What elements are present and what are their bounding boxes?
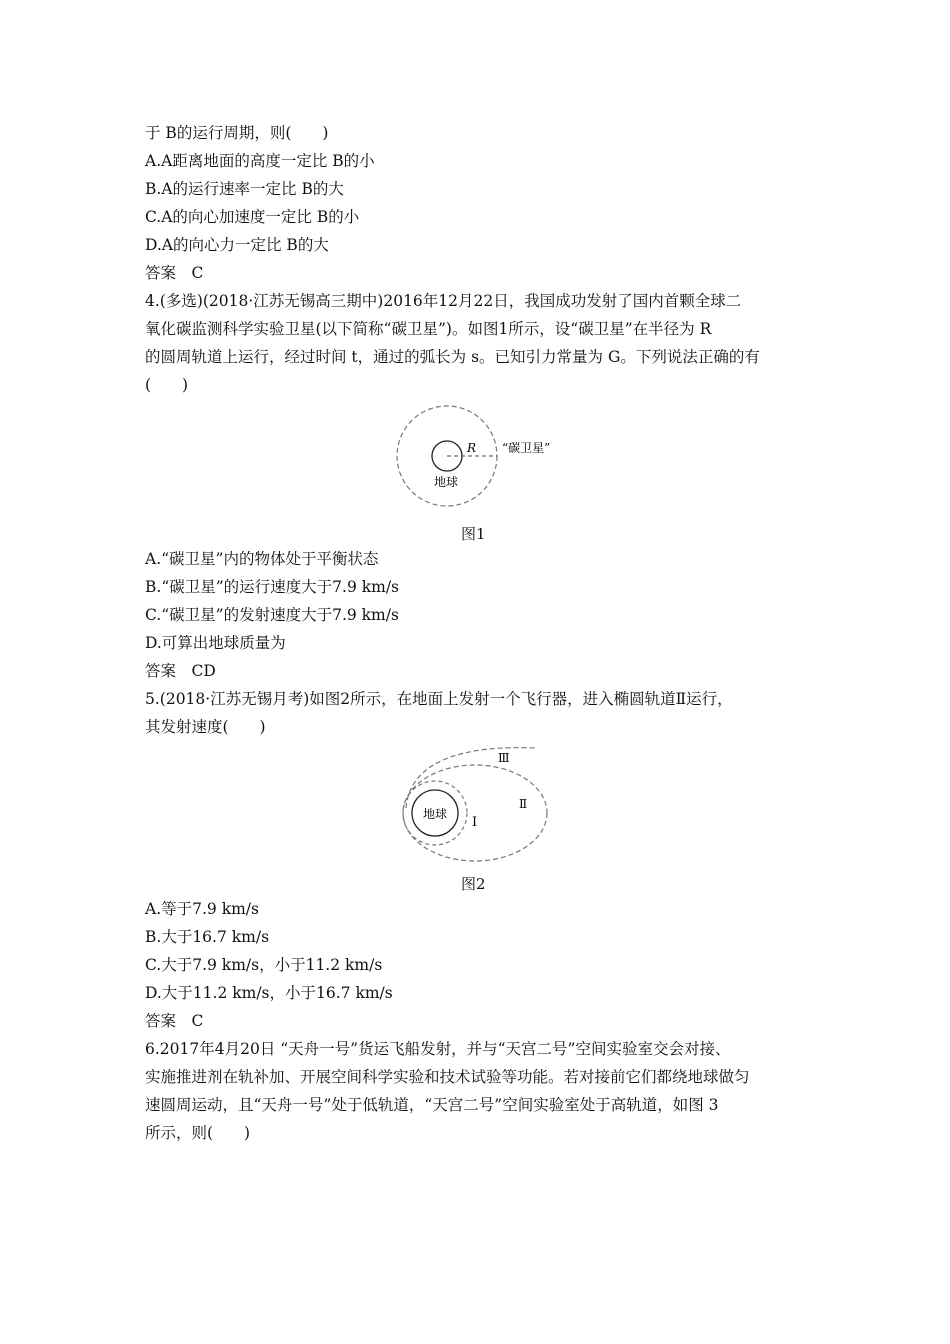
q5-option-b: B.大于16.7 km/s xyxy=(145,928,270,946)
q4-option-d: D.可算出地球质量为 xyxy=(145,634,286,652)
earth-label: 地球 xyxy=(434,475,459,489)
q6-stem-line-3: 速圆周运动，且“天舟一号”处于低轨道，“天宫二号”空间实验室处于高轨道，如图 3 xyxy=(145,1096,719,1114)
q4-option-a: A.“碳卫星”内的物体处于平衡状态 xyxy=(145,550,379,568)
q5-answer: 答案 C xyxy=(145,1012,204,1030)
q3-option-a: A.A距离地面的高度一定比 B的小 xyxy=(145,152,375,170)
q4-option-b: B.“碳卫星”的运行速度大于7.9 km/s xyxy=(145,578,400,596)
orbit-2-label: Ⅱ xyxy=(519,797,528,811)
figure-2-elliptical-orbits xyxy=(395,740,555,870)
q5-stem-line-2: 其发射速度( ) xyxy=(145,718,266,736)
q4-stem-line-2: 氧化碳监测科学实验卫星(以下简称“碳卫星”)。如图1所示，设“碳卫星”在半径为 R xyxy=(145,320,712,338)
q4-answer: 答案 CD xyxy=(145,662,216,680)
q5-option-c: C.大于7.9 km/s，小于11.2 km/s xyxy=(145,956,383,974)
figure-1-carbon-satellite-orbit xyxy=(390,400,580,515)
q3-option-c: C.A的向心加速度一定比 B的小 xyxy=(145,208,360,226)
q3-option-d: D.A的向心力一定比 B的大 xyxy=(145,236,329,254)
orbit-1-label: Ⅰ xyxy=(472,815,478,830)
q3-option-b: B.A的运行速率一定比 B的大 xyxy=(145,180,344,198)
q3-answer: 答案 C xyxy=(145,264,204,282)
q4-option-c: C.“碳卫星”的发射速度大于7.9 km/s xyxy=(145,606,399,624)
q3-stem-tail: 于 B的运行周期，则( ) xyxy=(145,124,329,142)
q5-option-d: D.大于11.2 km/s，小于16.7 km/s xyxy=(145,984,393,1002)
satellite-label: “碳卫星” xyxy=(502,441,551,455)
q6-stem-line-4: 所示，则( ) xyxy=(145,1124,251,1142)
q4-stem-line-4: ( ) xyxy=(145,376,189,394)
radius-label: R xyxy=(467,441,477,455)
figure-2-caption: 图2 xyxy=(461,875,486,893)
q4-stem-line-1: 4.(多选)(2018·江苏无锡高三期中)2016年12月22日，我国成功发射了国内首颗全球二 xyxy=(145,292,742,310)
q6-stem-line-1: 6.2017年4月20日 “天舟一号”货运飞船发射，并与“天宫二号”空间实验室交会对接、 xyxy=(145,1040,731,1058)
q6-stem-line-2: 实施推进剂在轨补加、开展空间科学实验和技术试验等功能。若对接前它们都绕地球做匀 xyxy=(145,1068,750,1086)
earth-label: 地球 xyxy=(423,807,448,821)
q4-stem-line-3: 的圆周轨道上运行，经过时间 t，通过的弧长为 s。已知引力常量为 G。下列说法正确的有 xyxy=(145,348,760,366)
q5-stem-line-1: 5.(2018·江苏无锡月考)如图2所示，在地面上发射一个飞行器，进入椭圆轨道Ⅱ运行， xyxy=(145,690,733,708)
q5-option-a: A.等于7.9 km/s xyxy=(145,900,259,918)
figure-1-caption: 图1 xyxy=(461,525,486,543)
orbit-3-label: Ⅲ xyxy=(498,751,510,765)
